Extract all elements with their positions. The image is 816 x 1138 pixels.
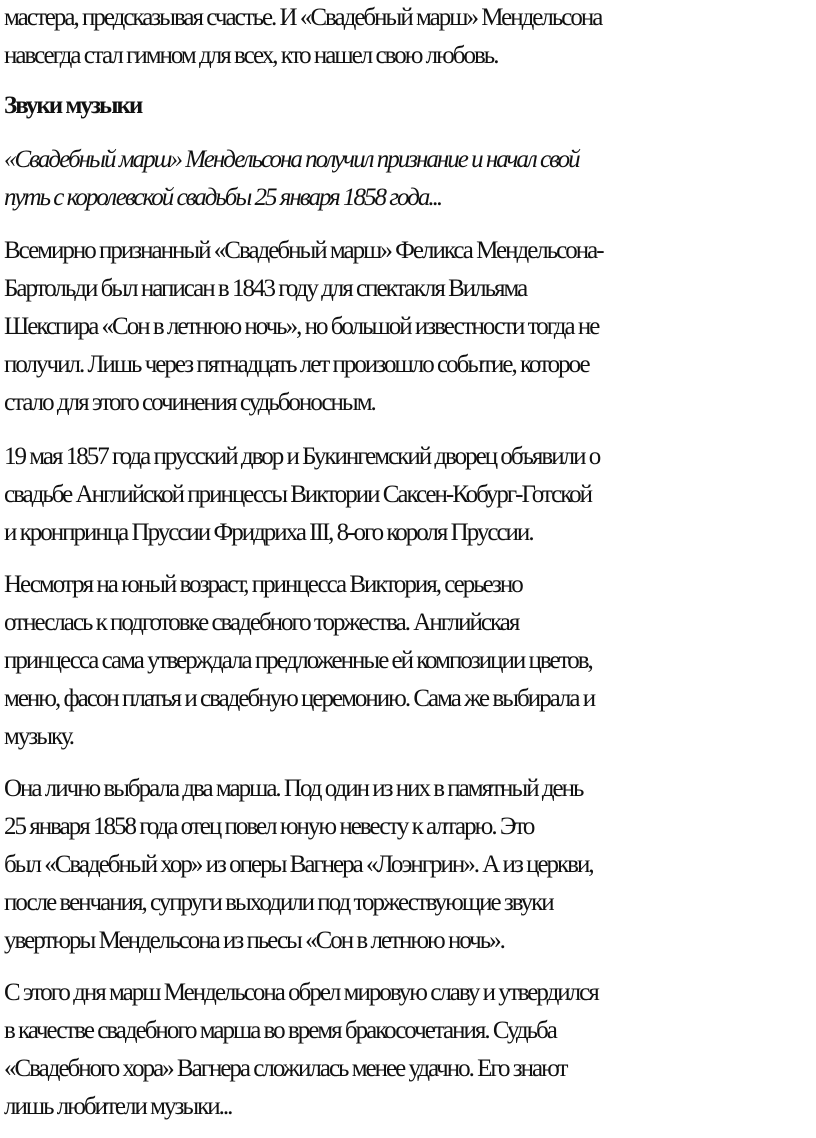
paragraph-line: 19 мая 1857 года прусский двор и Букингемский дворец объявили о xyxy=(4,443,600,470)
intro-line-1: мастера, предсказывая счастье. И «Свадебный марш» Мендельсона xyxy=(4,4,602,31)
paragraph-line: Бартольди был написан в 1843 году для спектакля Вильяма xyxy=(4,275,527,302)
paragraph-line: увертюры Мендельсона из пьесы «Сон в летнюю ночь». xyxy=(4,927,504,954)
paragraph-line: лишь любители музыки... xyxy=(4,1093,232,1120)
paragraph-line: получил. Лишь через пятнадцать лет произошло событие, которое xyxy=(4,351,589,378)
paragraph-3 xyxy=(4,566,812,756)
paragraph-1 xyxy=(4,232,812,422)
paragraph-line: С этого дня марш Мендельсона обрел мировую славу и утвердился xyxy=(4,979,598,1006)
paragraph-line: Она лично выбрала два марша. Под один из них в памятный день xyxy=(4,775,583,802)
intro-line-2: навсегда стал гимном для всех, кто нашел свою любовь. xyxy=(4,42,498,69)
paragraph-line: после венчания, супруги выходили под торжествующие звуки xyxy=(4,889,553,916)
paragraph-line: и кронпринца Пруссии Фридриха III, 8-ого короля Пруссии. xyxy=(4,519,533,546)
paragraph-line: 25 января 1858 года отец повел юную невесту к алтарю. Это xyxy=(4,813,534,840)
intro-paragraph xyxy=(4,0,812,75)
paragraph-line: принцесса сама утверждала предложенные ей композиции цветов, xyxy=(4,647,592,674)
paragraph-line: Несмотря на юный возраст, принцесса Виктория, серьезно xyxy=(4,571,522,598)
subtitle-line-2: путь с королевской свадьбы 25 января 1858 года... xyxy=(4,184,442,211)
paragraph-line: свадьбе Английской принцессы Виктории Саксен-Кобург-Готской xyxy=(4,481,592,508)
paragraph-2 xyxy=(4,438,812,552)
subtitle-line-1: «Свадебный марш» Мендельсона получил признание и начал свой xyxy=(4,146,579,173)
paragraph-line: меню, фасон платья и свадебную церемонию. Сама же выбирала и xyxy=(4,685,595,712)
section-subtitle xyxy=(4,141,812,217)
paragraph-4 xyxy=(4,770,812,960)
paragraph-line: был «Свадебный хор» из оперы Вагнера «Лоэнгрин». А из церкви, xyxy=(4,851,593,878)
section-heading: Звуки музыки xyxy=(4,92,142,119)
paragraph-line: Всемирно признанный «Свадебный марш» Феликса Мендельсона- xyxy=(4,237,603,264)
paragraph-5 xyxy=(4,974,812,1126)
paragraph-line: «Свадебного хора» Вагнера сложилась менее удачно. Его знают xyxy=(4,1055,567,1082)
paragraph-line: отнеслась к подготовке свадебного торжества. Английская xyxy=(4,609,519,636)
paragraph-line: Шекспира «Сон в летнюю ночь», но большой известности тогда не xyxy=(4,313,599,340)
paragraph-line: стало для этого сочинения судьбоносным. xyxy=(4,389,375,416)
paragraph-line: музыку. xyxy=(4,723,74,750)
paragraph-line: в качестве свадебного марша во время бракосочетания. Судьба xyxy=(4,1017,556,1044)
